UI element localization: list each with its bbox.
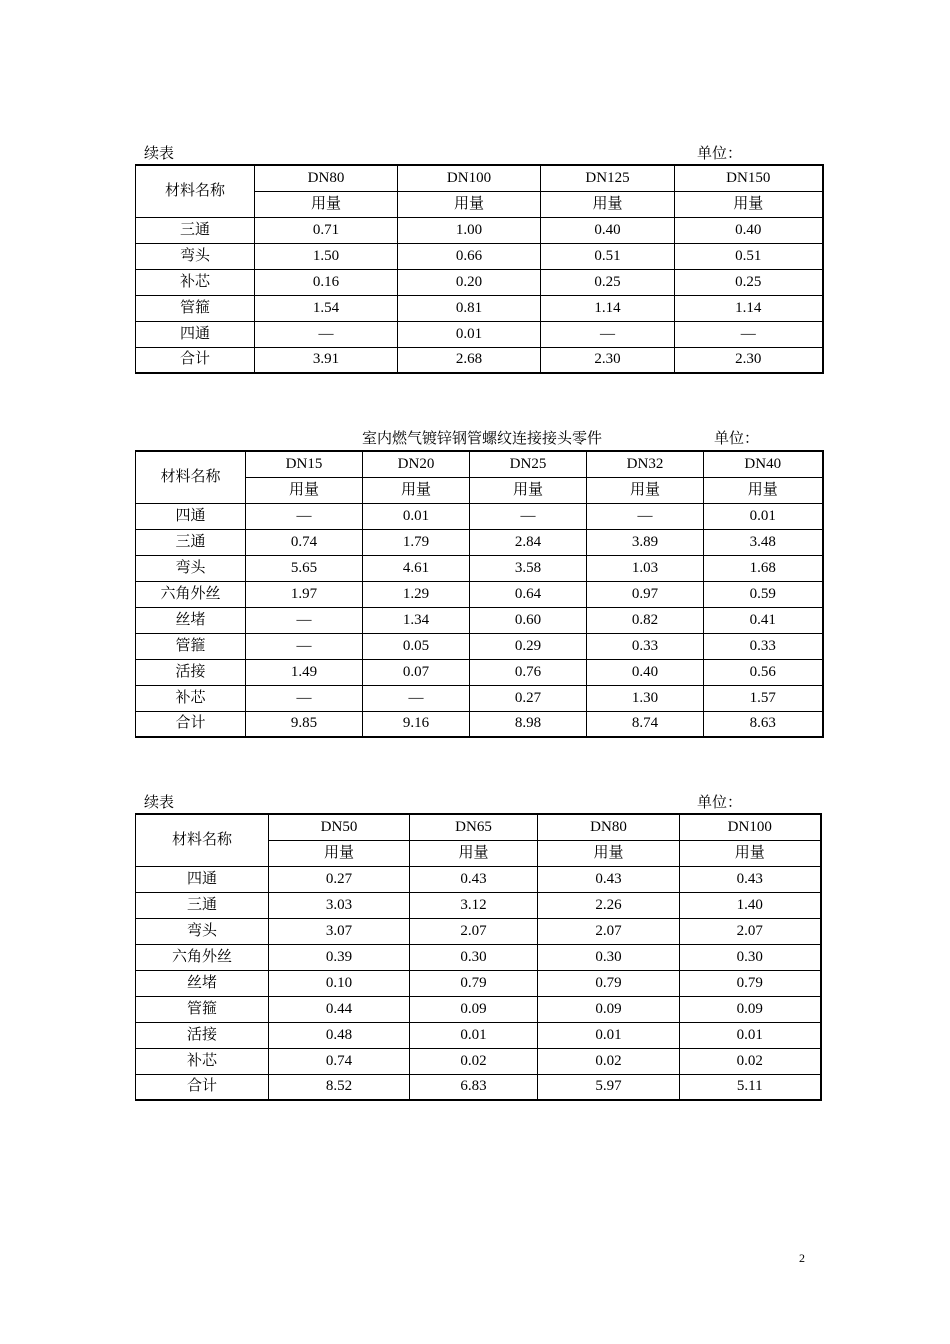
table1-size-header: DN150 [675,165,823,191]
table-row [136,659,823,685]
usage-cell: 2.07 [538,918,680,944]
table-row [136,996,821,1022]
usage-cell: 0.01 [538,1022,680,1048]
material-name: 三通 [136,217,255,243]
usage-cell: 1.49 [246,659,363,685]
table-row [136,581,823,607]
usage-cell: — [246,685,363,711]
table-row-total [136,1074,821,1100]
usage-cell: 2.07 [410,918,538,944]
usage-cell: 0.40 [541,217,675,243]
usage-cell: 0.64 [470,581,587,607]
usage-cell: 0.48 [269,1022,410,1048]
table3-size-header: DN100 [680,814,821,840]
usage-cell: 6.83 [410,1074,538,1100]
table-row [136,1048,821,1074]
material-name: 三通 [136,529,246,555]
usage-cell: 2.68 [398,347,541,373]
usage-cell: 1.29 [363,581,470,607]
usage-cell: 0.44 [269,996,410,1022]
material-name: 活接 [136,659,246,685]
usage-cell: 0.30 [410,944,538,970]
usage-cell: 0.01 [680,1022,821,1048]
table1-usage-header: 用量 [255,191,398,217]
table1 [135,164,824,374]
table3-size-header: DN80 [538,814,680,840]
usage-cell: 0.60 [470,607,587,633]
usage-cell: 0.56 [704,659,823,685]
usage-cell: 2.84 [470,529,587,555]
table2-size-header: DN15 [246,451,363,477]
usage-cell: 3.03 [269,892,410,918]
material-name: 活接 [136,1022,269,1048]
table3-caption-continued: 续表 [144,793,175,811]
usage-cell: 3.07 [269,918,410,944]
table3-usage-header: 用量 [680,840,821,866]
usage-cell: 3.89 [587,529,704,555]
table-row [136,503,823,529]
usage-cell: 1.68 [704,555,823,581]
table-row [136,269,823,295]
usage-cell: 1.54 [255,295,398,321]
table2-usage-header: 用量 [704,477,823,503]
table-row [136,892,821,918]
usage-cell: 0.74 [269,1048,410,1074]
table1-unit-label: 单位： [697,144,743,162]
material-name: 补芯 [136,269,255,295]
table2-unit-label: 单位： [714,429,760,447]
usage-cell: 0.30 [538,944,680,970]
table3-usage-header: 用量 [410,840,538,866]
table3-usage-header: 用量 [538,840,680,866]
usage-cell: 1.50 [255,243,398,269]
material-name: 四通 [136,866,269,892]
usage-cell: 0.81 [398,295,541,321]
material-name: 四通 [136,503,246,529]
usage-cell: 0.01 [398,321,541,347]
table-row [136,1022,821,1048]
material-name: 补芯 [136,1048,269,1074]
table2-size-header: DN25 [470,451,587,477]
table-row [136,866,821,892]
table2 [135,450,824,738]
table1-usage-header: 用量 [398,191,541,217]
usage-cell: 0.59 [704,581,823,607]
table2-usage-header: 用量 [587,477,704,503]
usage-cell: 0.51 [675,243,823,269]
table-row [136,243,823,269]
table-row [136,685,823,711]
table1-row-header: 材料名称 [136,165,255,217]
table2-row-header: 材料名称 [136,451,246,503]
table-row [136,970,821,996]
usage-cell: 8.74 [587,711,704,737]
usage-cell: 0.07 [363,659,470,685]
usage-cell: 0.25 [541,269,675,295]
table2-usage-header: 用量 [246,477,363,503]
table-row [136,944,821,970]
usage-cell: 0.05 [363,633,470,659]
usage-cell: 1.79 [363,529,470,555]
usage-cell: — [363,685,470,711]
usage-cell: 0.97 [587,581,704,607]
usage-cell: 1.03 [587,555,704,581]
usage-cell: 1.00 [398,217,541,243]
usage-cell: 8.63 [704,711,823,737]
usage-cell: 0.20 [398,269,541,295]
table-row-total [136,347,823,373]
usage-cell: 0.33 [704,633,823,659]
table2-size-header: DN40 [704,451,823,477]
table-row [136,555,823,581]
usage-cell: 0.01 [410,1022,538,1048]
usage-cell: 0.51 [541,243,675,269]
material-name: 四通 [136,321,255,347]
table3-size-header: DN65 [410,814,538,840]
table-row [136,633,823,659]
material-name: 丝堵 [136,607,246,633]
usage-cell: 0.30 [680,944,821,970]
usage-cell: 0.79 [680,970,821,996]
table3 [135,813,822,1101]
usage-cell: — [541,321,675,347]
usage-cell: 0.39 [269,944,410,970]
usage-cell: 0.01 [704,503,823,529]
material-name: 补芯 [136,685,246,711]
table2-usage-header: 用量 [363,477,470,503]
usage-cell: 3.48 [704,529,823,555]
usage-cell: — [675,321,823,347]
usage-cell: 0.40 [587,659,704,685]
table2-size-header: DN32 [587,451,704,477]
usage-cell: 8.98 [470,711,587,737]
table-row-total [136,711,823,737]
table1-usage-header: 用量 [675,191,823,217]
usage-cell: 0.27 [269,866,410,892]
table1-size-header: DN125 [541,165,675,191]
usage-cell: 3.58 [470,555,587,581]
table2-usage-header: 用量 [470,477,587,503]
usage-cell: 0.41 [704,607,823,633]
usage-cell: 9.16 [363,711,470,737]
usage-cell: 0.25 [675,269,823,295]
usage-cell: 0.79 [538,970,680,996]
table-row [136,321,823,347]
usage-cell: — [246,607,363,633]
usage-cell: 0.43 [538,866,680,892]
usage-cell: 5.11 [680,1074,821,1100]
page-number: 2 [799,1251,805,1265]
usage-cell: 0.33 [587,633,704,659]
usage-cell: 2.30 [541,347,675,373]
usage-cell: 2.07 [680,918,821,944]
usage-cell: 2.26 [538,892,680,918]
usage-cell: 1.57 [704,685,823,711]
usage-cell: 0.79 [410,970,538,996]
material-name: 合计 [136,347,255,373]
usage-cell: 8.52 [269,1074,410,1100]
usage-cell: 0.09 [680,996,821,1022]
table-row [136,529,823,555]
table1-usage-header: 用量 [541,191,675,217]
material-name: 六角外丝 [136,944,269,970]
table-row [136,217,823,243]
material-name: 弯头 [136,243,255,269]
material-name: 合计 [136,711,246,737]
table1-caption-continued: 续表 [144,144,175,162]
usage-cell: 0.40 [675,217,823,243]
material-name: 弯头 [136,555,246,581]
usage-cell: — [246,633,363,659]
table-row [136,607,823,633]
usage-cell: — [255,321,398,347]
table3-unit-label: 单位： [697,793,743,811]
usage-cell: 1.40 [680,892,821,918]
material-name: 管箍 [136,295,255,321]
usage-cell: 0.71 [255,217,398,243]
usage-cell: 3.91 [255,347,398,373]
usage-cell: 0.09 [538,996,680,1022]
table3-row-header: 材料名称 [136,814,269,866]
usage-cell: 9.85 [246,711,363,737]
table1-size-header: DN100 [398,165,541,191]
usage-cell: 1.34 [363,607,470,633]
usage-cell: 3.12 [410,892,538,918]
usage-cell: 0.01 [363,503,470,529]
table3-size-header: DN50 [269,814,410,840]
usage-cell: 1.14 [675,295,823,321]
usage-cell: 0.74 [246,529,363,555]
usage-cell: 5.65 [246,555,363,581]
usage-cell: 0.82 [587,607,704,633]
table-row [136,918,821,944]
usage-cell: 0.02 [410,1048,538,1074]
usage-cell: 0.09 [410,996,538,1022]
usage-cell: 0.10 [269,970,410,996]
usage-cell: 0.02 [680,1048,821,1074]
material-name: 合计 [136,1074,269,1100]
usage-cell: 2.30 [675,347,823,373]
usage-cell: 0.02 [538,1048,680,1074]
usage-cell: — [246,503,363,529]
table2-size-header: DN20 [363,451,470,477]
usage-cell: — [587,503,704,529]
usage-cell: 0.27 [470,685,587,711]
usage-cell: 1.30 [587,685,704,711]
material-name: 六角外丝 [136,581,246,607]
usage-cell: — [470,503,587,529]
material-name: 管箍 [136,996,269,1022]
material-name: 管箍 [136,633,246,659]
table1-size-header: DN80 [255,165,398,191]
usage-cell: 0.76 [470,659,587,685]
usage-cell: 0.43 [410,866,538,892]
material-name: 三通 [136,892,269,918]
usage-cell: 1.97 [246,581,363,607]
usage-cell: 0.29 [470,633,587,659]
material-name: 弯头 [136,918,269,944]
material-name: 丝堵 [136,970,269,996]
usage-cell: 4.61 [363,555,470,581]
usage-cell: 0.16 [255,269,398,295]
usage-cell: 0.43 [680,866,821,892]
table-row [136,295,823,321]
table2-title: 室内燃气镀锌钢管螺纹连接接头零件 [362,429,603,447]
usage-cell: 0.66 [398,243,541,269]
usage-cell: 5.97 [538,1074,680,1100]
usage-cell: 1.14 [541,295,675,321]
table3-usage-header: 用量 [269,840,410,866]
